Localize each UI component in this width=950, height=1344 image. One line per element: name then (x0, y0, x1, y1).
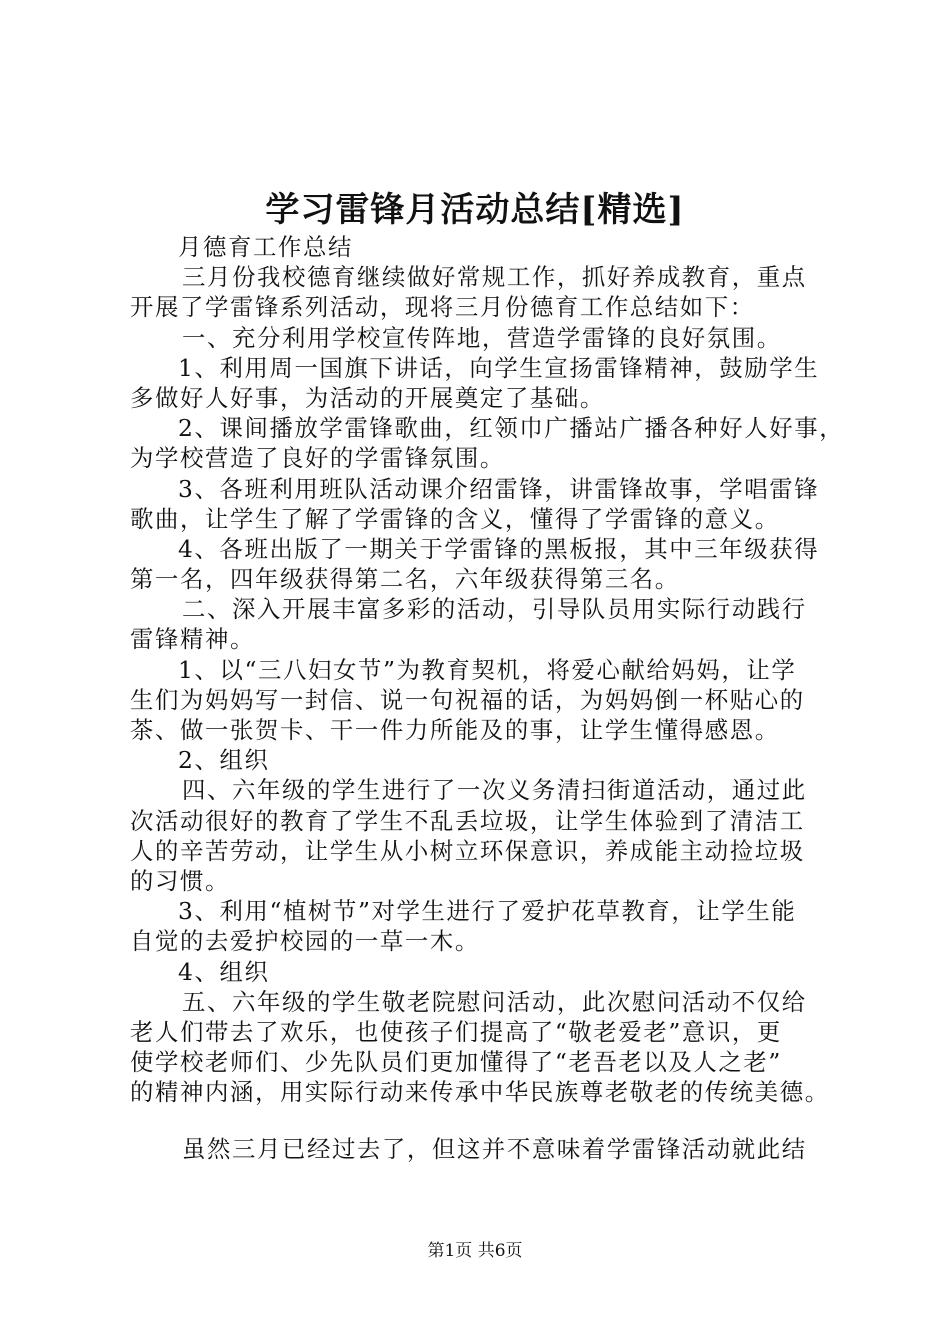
text-line: 次活动很好的教育了学生不乱丢垃圾，让学生体验到了清洁工 (130, 806, 805, 835)
text-line: 第一名，四年级获得第二名，六年级获得第三名。 (130, 565, 680, 594)
text-line: 多做好人好事，为活动的开展奠定了基础。 (130, 383, 605, 412)
text-line: 自觉的去爱护校园的一草一木。 (130, 927, 480, 956)
text-line: 4、组织 (178, 957, 270, 986)
text-line: 三月份我校德育继续做好常规工作，抓好养成教育，重点 (182, 263, 807, 292)
text-line: 四、六年级的学生进行了一次义务清扫街道活动，通过此 (182, 776, 807, 805)
text-line: 3、利用“植树节”对学生进行了爱护花草教育，让学生能 (178, 897, 797, 926)
text-line: 3、各班利用班队活动课介绍雷锋，讲雷锋故事，学唱雷锋 (178, 474, 820, 503)
text-line: 歌曲，让学生了解了学雷锋的含义，懂得了学雷锋的意义。 (130, 504, 780, 533)
text-line: 生们为妈妈写一封信、说一句祝福的话，为妈妈倒一杯贴心的 (130, 685, 805, 714)
paragraph-gap (130, 1107, 835, 1134)
text-line: 为学校营造了良好的学雷锋氛围。 (130, 444, 505, 473)
text-line: 老人们带去了欢乐，也使孩子们提高了“敬老爱老”意识，更 (130, 1017, 782, 1046)
document-title: 学习雷锋月活动总结[精选] (265, 190, 685, 230)
page-number: 第1页 共6页 (427, 1241, 523, 1261)
text-line: 雷锋精神。 (130, 625, 255, 654)
text-line: 2、组织 (178, 746, 270, 775)
text-line: 一、充分利用学校宣传阵地，营造学雷锋的良好氛围。 (182, 323, 782, 352)
text-line: 开展了学雷锋系列活动，现将三月份德育工作总结如下： (130, 293, 755, 322)
text-line: 2、课间播放学雷锋歌曲，红领巾广播站广播各种好人好事， (178, 414, 845, 443)
text-line: 二、深入开展丰富多彩的活动，引导队员用实际行动践行 (182, 595, 807, 624)
text-line: 4、各班出版了一期关于学雷锋的黑板报，其中三年级获得 (178, 534, 820, 563)
text-line: 的精神内涵，用实际行动来传承中华民族尊老敬老的传统美德。 (130, 1078, 830, 1107)
text-line: 虽然三月已经过去了，但这并不意味着学雷锋活动就此结 (182, 1135, 807, 1164)
text-line: 五、六年级的学生敬老院慰问活动，此次慰问活动不仅给 (182, 987, 807, 1016)
text-line: 1、利用周一国旗下讲话，向学生宣扬雷锋精神，鼓励学生 (178, 353, 820, 382)
text-line: 使学校老师们、少先队员们更加懂得了“老吾老以及人之老” (130, 1048, 782, 1077)
document-body (130, 232, 845, 1165)
text-line: 茶、做一张贺卡、干一件力所能及的事，让学生懂得感恩。 (130, 716, 780, 744)
text-line: 1、以“三八妇女节”为教育契机，将爱心献给妈妈，让学 (178, 655, 797, 684)
text-line: 人的辛苦劳动，让学生从小树立环保意识，养成能主动捡垃圾 (130, 836, 805, 865)
text-line: 月德育工作总结 (178, 233, 353, 261)
text-line: 的习惯。 (130, 866, 230, 895)
